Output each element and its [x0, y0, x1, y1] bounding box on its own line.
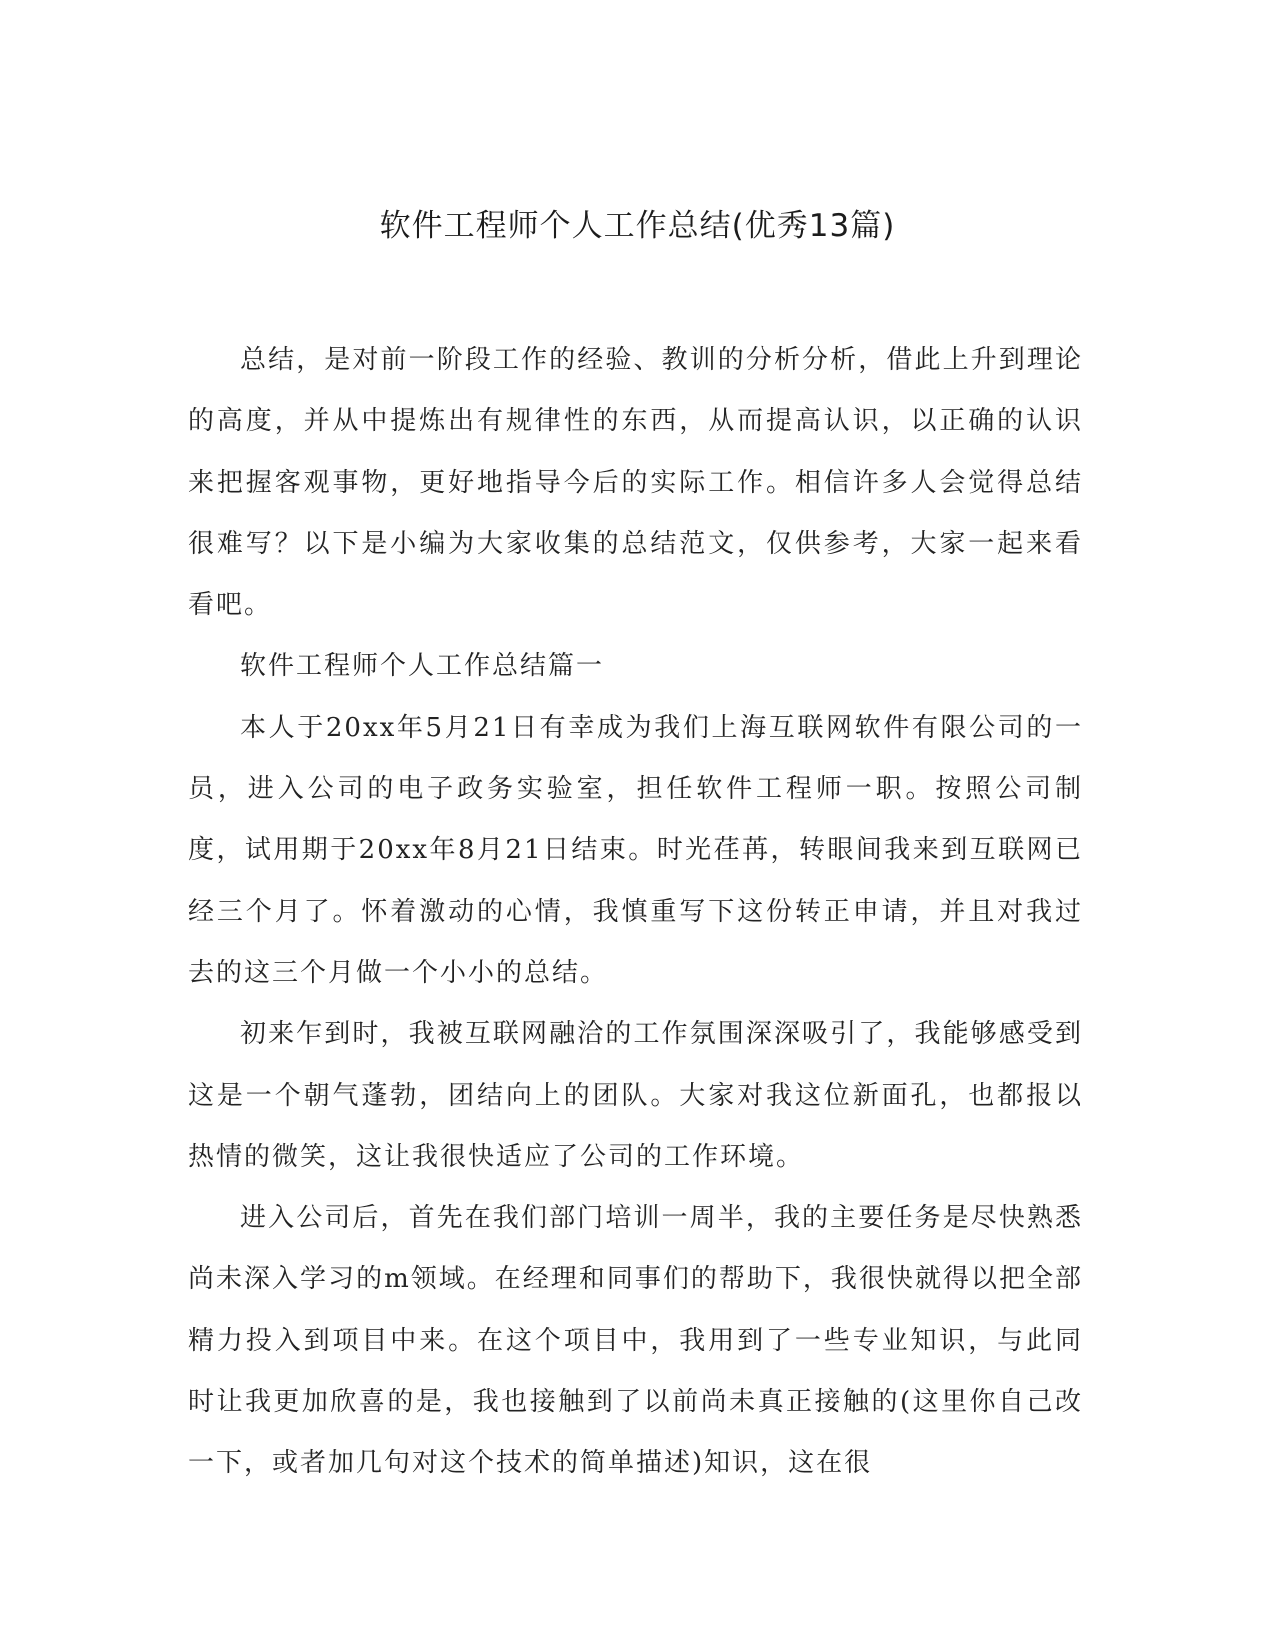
document-body: [188, 330, 1083, 1495]
paragraph: 初来乍到时，我被互联网融洽的工作氛围深深吸引了，我能够感受到这是一个朝气蓬勃，团结向上的团队。大家对我这位新面孔，也都报以热情的微笑，这让我很快适应了公司的工作环境。: [188, 1019, 1083, 1172]
section-heading: 软件工程师个人工作总结篇一: [240, 651, 605, 682]
document-title: 软件工程师个人工作总结(优秀13篇): [379, 208, 896, 244]
paragraph: 进入公司后，首先在我们部门培训一周半，我的主要任务是尽快熟悉尚未深入学习的m领域。在经理和同事们的帮助下，我很快就得以把全部精力投入到项目中来。在这个项目中，我用到了一些专业知识，与此同时让我更加欣喜的是，我也接触到了以前尚未真正接触的(这里你自己改一下，或者加几句对这个技术的简单描述)知识，这在很: [188, 1203, 1083, 1479]
paragraph: 本人于20xx年5月21日有幸成为我们上海互联网软件有限公司的一员，进入公司的电子政务实验室，担任软件工程师一职。按照公司制度，试用期于20xx年8月21日结束。时光荏苒，转眼间我来到互联网已经三个月了。怀着激动的心情，我慎重写下这份转正申请，并且对我过去的这三个月做一个小小的总结。: [188, 712, 1083, 988]
intro-paragraph: 总结，是对前一阶段工作的经验、教训的分析分析，借此上升到理论的高度，并从中提炼出有规律性的东西，从而提高认识，以正确的认识来把握客观事物，更好地指导今后的实际工作。相信许多人会觉得总结很难写？以下是小编为大家收集的总结范文，仅供参考，大家一起来看看吧。: [188, 345, 1083, 621]
